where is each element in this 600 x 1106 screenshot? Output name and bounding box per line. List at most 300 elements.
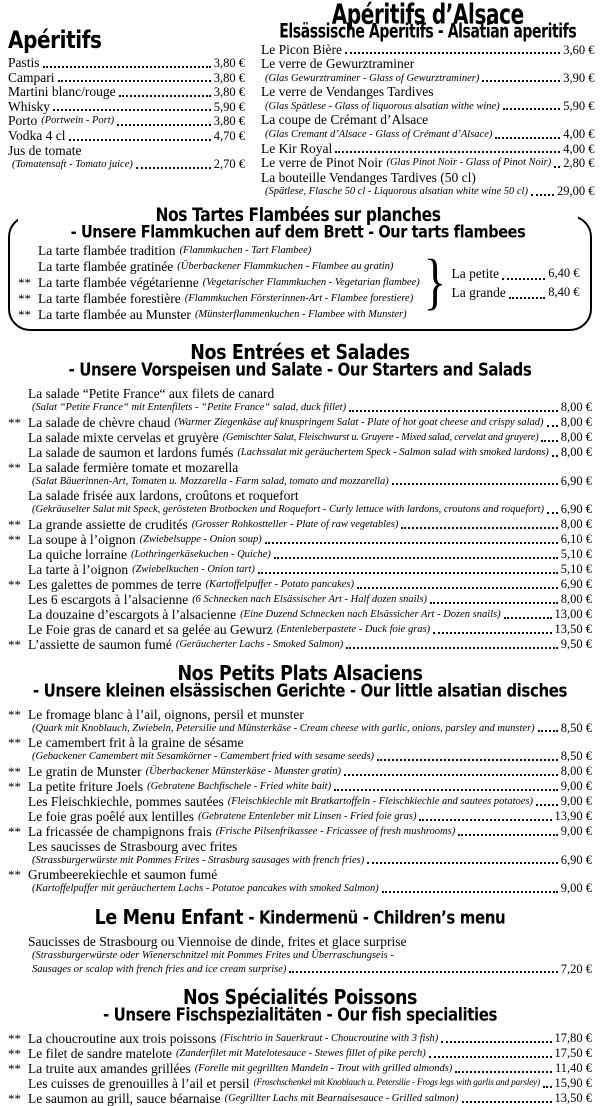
dish-translation: (Lachssalat mit geräuchertem Speck - Salmon salad with smoked lardons) xyxy=(237,446,549,458)
dish-name: La douzaine d’escargots à l’alsacienne xyxy=(28,606,237,622)
menu-item xyxy=(8,488,592,517)
menu-line xyxy=(8,592,592,607)
menu-line xyxy=(8,1031,592,1046)
menu-line xyxy=(261,43,595,58)
menu-item xyxy=(261,57,595,85)
tartes-list xyxy=(18,243,420,323)
price: 13,50 € xyxy=(554,621,592,636)
dotted-leader xyxy=(554,166,560,168)
menu-line xyxy=(8,503,592,517)
dotted-leader xyxy=(419,819,551,821)
menu-line xyxy=(8,386,592,401)
dotted-leader xyxy=(538,730,558,732)
menu-item xyxy=(8,445,592,460)
dish-name: La bouteille Vendanges Tardives (50 cl) xyxy=(261,170,476,185)
price: 4,70 € xyxy=(213,128,245,143)
dish-name: Les galettes de pommes de terre xyxy=(28,576,202,592)
menu-line xyxy=(8,547,592,562)
dish-name: La soupe à l’oignon xyxy=(28,531,136,547)
menu-line xyxy=(8,882,592,896)
dish-translation: (Geräucherter Lachs - Smoked Salmon) xyxy=(175,638,344,650)
menu-item xyxy=(261,142,595,157)
dish-name: Vodka 4 cl xyxy=(8,128,66,143)
menu-item xyxy=(8,1076,592,1091)
dish-translation: Sausages or scalop with french fries and ice cream surprise) xyxy=(32,963,287,975)
aperitifs-list xyxy=(8,56,245,172)
menu-item xyxy=(8,764,592,779)
brace-glyph: } xyxy=(423,247,446,316)
section-title: Nos Entrées et Salades - Unsere Vorspeisen und Salate - Our Starters and Salads xyxy=(68,341,532,381)
dotted-leader xyxy=(344,774,558,776)
price: 5,90 € xyxy=(563,99,595,113)
dotted-leader xyxy=(509,297,545,299)
dish-name: La petite friture Joels xyxy=(28,778,144,794)
dish-name: Pastis xyxy=(8,56,40,70)
tartes-sizes xyxy=(420,243,584,323)
price: 3,60 € xyxy=(563,42,595,57)
dish-translation: (Vegetarischer Flammkuchen - Vegetarian flambee) xyxy=(202,276,420,288)
dish-name: Le verre de Vendanges Tardives xyxy=(261,85,434,100)
dotted-leader xyxy=(334,789,558,791)
dish-translation: (Warmer Ziegenkäse auf knuspringem Salat - Plate of hot goat cheese and crispy salad) xyxy=(174,416,544,428)
dish-translation: (Gegrillter Lachs mit Bearnaisesauce - Grilled salmon) xyxy=(224,1093,459,1105)
dotted-leader xyxy=(547,512,558,514)
special-mark: ** xyxy=(8,576,21,592)
dish-name: Le verre de Gewurztraminer xyxy=(261,57,415,72)
dish-translation: (Fleischkiechle mit Bratkartoffeln - Fleischkiechle and sautees potatoes) xyxy=(227,795,533,807)
dish-name: Saucisses de Strasbourg ou Viennoise de dinde, frites et glace surprise xyxy=(28,934,407,950)
dish-translation: (Flammkuchen - Tart Flambee) xyxy=(179,244,312,256)
menu-line xyxy=(8,722,592,736)
menu-line xyxy=(18,275,420,291)
special-mark: ** xyxy=(8,735,21,751)
dish-translation: (Lothringerkäsekuchen - Quiche) xyxy=(130,548,271,560)
menu-item xyxy=(8,1046,592,1061)
section-menu-enfant xyxy=(0,905,600,976)
menu-item xyxy=(8,707,592,736)
menu-item xyxy=(8,547,592,562)
dotted-leader xyxy=(382,891,558,893)
menu-item xyxy=(8,607,592,622)
dish-name: La tarte flambée gratinée xyxy=(38,258,174,274)
price: 9,00 € xyxy=(560,793,592,808)
dish-name: Le gratin de Munster xyxy=(28,763,142,779)
menu-item xyxy=(8,460,592,489)
dotted-leader xyxy=(547,425,558,427)
menu-item xyxy=(18,291,420,307)
menu-line xyxy=(18,291,420,307)
dotted-leader xyxy=(274,557,558,559)
menu-line xyxy=(8,532,592,547)
dotted-leader xyxy=(258,572,558,574)
price: 13,50 € xyxy=(554,1091,592,1106)
price: 9,00 € xyxy=(560,823,592,838)
price: 29,00 € xyxy=(557,185,595,199)
dish-translation: (Flammkuchen Försterinnen-Art - Flambee forestiere) xyxy=(184,292,414,304)
special-mark: ** xyxy=(8,1091,21,1106)
menu-line xyxy=(8,577,592,592)
menu-item xyxy=(8,430,592,445)
dish-translation: (Überbackener Flammkuchen - Flambee au gratin) xyxy=(177,260,394,272)
menu-item xyxy=(8,577,592,592)
menu-line xyxy=(8,71,245,86)
menu-item xyxy=(8,129,245,144)
menu-line xyxy=(8,488,592,503)
dish-name: La tarte flambée forestière xyxy=(38,290,181,306)
dish-translation: (6 Schnecken nach Elsässischer Art - Half dozen snails) xyxy=(192,593,428,605)
menu-line xyxy=(8,85,245,100)
dish-name: La salade de chèvre chaud xyxy=(28,414,171,430)
section-title: Nos Spécialités Poissons - Unsere Fischspezialitäten - Our fish specialities xyxy=(102,986,498,1026)
dish-name: Le camembert frit à la graine de sésame xyxy=(28,735,244,751)
dish-translation: (Zwiebelkuchen - Onion tart) xyxy=(132,563,255,575)
price: 2,80 € xyxy=(563,156,595,171)
menu-item xyxy=(8,71,245,86)
dotted-leader xyxy=(357,587,558,589)
special-mark: ** xyxy=(8,867,21,883)
dish-translation: (Portwein - Port) xyxy=(41,115,115,127)
dotted-leader xyxy=(58,80,211,82)
dish-translation: (Kartoffelpuffer - Potato pancakes) xyxy=(205,578,354,590)
dotted-leader xyxy=(433,632,551,634)
special-mark: ** xyxy=(8,1061,21,1077)
petits-plats-list xyxy=(8,707,592,896)
menu-line xyxy=(8,764,592,779)
dish-name: Le fromage blanc à l’ail, oignons, persil et munster xyxy=(28,706,304,722)
menu-item xyxy=(8,1031,592,1046)
menu-item xyxy=(8,85,245,100)
price: 13,90 € xyxy=(554,808,592,823)
dotted-leader xyxy=(541,440,557,442)
menu-line xyxy=(8,750,592,764)
menu-line xyxy=(8,809,592,824)
dish-name: Whisky xyxy=(8,99,50,114)
section-petits-plats xyxy=(0,661,600,896)
price: 6,90 € xyxy=(560,503,592,517)
dotted-leader xyxy=(289,971,557,973)
size-label: La grande xyxy=(451,284,506,300)
dish-name: La tarte flambée végétarienne xyxy=(38,274,199,290)
menu-line xyxy=(8,401,592,415)
menu-line xyxy=(8,949,592,963)
menu-line xyxy=(8,1061,592,1076)
dotted-leader xyxy=(502,278,545,280)
section-subtitle: Elsässische Aperitifs - Alsatian aperitifs xyxy=(279,20,577,44)
menu-line xyxy=(8,129,245,144)
menu-line xyxy=(261,113,595,128)
price: 2,70 € xyxy=(213,158,245,172)
entrees-list xyxy=(8,386,592,652)
dish-name: La salade frisée aux lardons, croûtons et roquefort xyxy=(28,488,299,504)
dish-name: Martini blanc/rouge xyxy=(8,85,116,100)
price: 8,00 € xyxy=(560,401,592,415)
menu-line xyxy=(8,415,592,430)
price: 8,00 € xyxy=(560,429,592,444)
price: 13,00 € xyxy=(554,606,592,621)
price: 5,10 € xyxy=(560,561,592,576)
dotted-leader xyxy=(455,1071,552,1073)
menu-line xyxy=(8,445,592,460)
price: 6,10 € xyxy=(560,531,592,546)
menu-item xyxy=(8,532,592,547)
menu-item xyxy=(8,100,245,115)
special-mark: ** xyxy=(8,516,21,532)
menu-line xyxy=(8,144,245,159)
menu-line xyxy=(8,1076,592,1091)
price: 9,00 € xyxy=(560,882,592,896)
dish-translation: (Entenleberpastete - Duck foie gras) xyxy=(276,623,431,635)
dish-name: La fricassée de champignons frais xyxy=(28,823,212,839)
price: 8,50 € xyxy=(560,750,592,764)
menu-line xyxy=(8,794,592,809)
aperitifs-alsace-list xyxy=(261,43,595,199)
menu-item xyxy=(8,592,592,607)
dish-name: Le Kir Royal xyxy=(261,141,333,156)
dotted-leader xyxy=(335,151,560,153)
menu-line xyxy=(261,128,595,142)
price: 6,40 € xyxy=(548,265,580,280)
menu-item xyxy=(8,809,592,824)
menu-item xyxy=(8,517,592,532)
price: 6,90 € xyxy=(560,576,592,591)
dish-translation: (Münsterflammenkuchen - Flambee with Munster) xyxy=(194,308,407,320)
price: 17,50 € xyxy=(554,1046,592,1061)
section-title: Apéritifs d’Alsace xyxy=(331,0,524,31)
dish-name: La salade mixte cervelas et gruyère xyxy=(28,429,219,445)
dotted-leader xyxy=(346,647,558,649)
price: 3,80 € xyxy=(213,70,245,85)
special-mark: ** xyxy=(8,706,21,722)
special-mark: ** xyxy=(18,290,31,306)
dotted-leader xyxy=(117,124,211,126)
menu-item xyxy=(8,867,592,896)
special-mark: ** xyxy=(8,778,21,794)
dotted-leader xyxy=(53,109,211,111)
section-title: Le Menu Enfant - Kindermenü - Children’s menu xyxy=(94,905,506,930)
price: 3,90 € xyxy=(563,71,595,85)
dish-translation: (Glas Gewurztraminer - Glass of Gewurztraminer) xyxy=(265,72,480,84)
dish-name: La coupe de Crémant d’Alsace xyxy=(261,113,429,128)
price: 4,00 € xyxy=(563,128,595,142)
menu-item xyxy=(8,144,245,172)
menu-line xyxy=(8,735,592,750)
menu-item xyxy=(8,114,245,129)
menu-line xyxy=(8,622,592,637)
dish-name: Grumbeerekiechle et saumon fumé xyxy=(28,867,218,883)
menu-item xyxy=(261,43,595,58)
dish-translation: (Zwiebelsuppe - Onion soup) xyxy=(139,533,262,545)
dish-name: Le foie gras poêlé aux lentilles xyxy=(28,808,195,824)
dotted-leader xyxy=(441,1041,551,1043)
menu-line xyxy=(8,562,592,577)
poissons-list xyxy=(8,1031,592,1106)
menu-line xyxy=(8,517,592,532)
special-mark: ** xyxy=(8,1031,21,1047)
dish-translation: (Salat “Petite France“ mit Entenfilets - “Petite France“ salad, duck fillet) xyxy=(32,402,347,414)
menu-line xyxy=(18,243,420,259)
dotted-leader xyxy=(531,194,554,196)
size-label: La petite xyxy=(451,265,500,281)
menu-line xyxy=(261,171,595,186)
menu-item xyxy=(18,243,420,259)
section-title: Nos Petits Plats Alsaciens - Unsere kleinen elsässischen Gerichte - Our little alsatian disches xyxy=(32,661,568,702)
special-mark: ** xyxy=(8,459,21,475)
menu-line xyxy=(8,1091,592,1106)
menu-item xyxy=(8,824,592,839)
dish-name: Campari xyxy=(8,70,55,85)
dotted-leader xyxy=(345,52,560,54)
dotted-leader xyxy=(43,66,211,68)
dish-name: La tarte à l’oignon xyxy=(28,561,129,577)
dotted-leader xyxy=(377,759,558,761)
menu-line xyxy=(8,824,592,839)
dotted-leader xyxy=(119,95,211,97)
menu-item xyxy=(8,934,592,976)
menu-line xyxy=(261,57,595,72)
menu-line xyxy=(8,607,592,622)
dotted-leader xyxy=(429,1056,552,1058)
menu-item xyxy=(261,113,595,141)
menu-item xyxy=(8,779,592,794)
dish-name: La quiche lorraine xyxy=(28,546,127,562)
dish-name: Les saucisses de Strasbourg avec frites xyxy=(28,838,238,854)
price: 8,00 € xyxy=(560,516,592,531)
price: 5,10 € xyxy=(560,546,592,561)
dotted-leader xyxy=(392,483,558,485)
menu-line xyxy=(8,707,592,722)
menu-item xyxy=(8,794,592,809)
price: 3,80 € xyxy=(213,56,245,70)
dish-translation: (Kartoffelpuffer mit geräuchertem Lachs - Potatoe pancakes with smoked Salmon) xyxy=(32,883,379,895)
dish-translation: (Gemischter Salat, Fleischwurst u. Gruyere - Mixed salad, cervelat and gruyere) xyxy=(222,431,539,443)
price: 8,00 € xyxy=(560,444,592,459)
dish-name: Porto xyxy=(8,114,38,129)
dish-translation: (Fischtrio in Sauerkraut - Choucroutine with 3 fish) xyxy=(220,1033,439,1045)
dotted-leader xyxy=(430,602,558,604)
menu-line xyxy=(261,142,595,157)
tartes-content xyxy=(18,243,578,323)
menu-line xyxy=(8,56,245,71)
menu-item xyxy=(8,839,592,868)
dish-name: La truite aux amandes grillées xyxy=(28,1061,191,1077)
menu-line xyxy=(8,430,592,445)
special-mark: ** xyxy=(8,763,21,779)
price: 3,80 € xyxy=(213,114,245,129)
special-mark: ** xyxy=(8,531,21,547)
menu-item xyxy=(261,85,595,113)
special-mark: ** xyxy=(8,414,21,430)
menu-item xyxy=(8,386,592,415)
dish-translation: (Gebratene Bachfischele - Fried white bait) xyxy=(147,780,332,792)
size-option-large xyxy=(451,283,579,302)
price: 11,40 € xyxy=(554,1061,592,1076)
dotted-leader xyxy=(504,617,552,619)
price: 7,20 € xyxy=(560,962,592,976)
price: 6,90 € xyxy=(560,474,592,488)
dish-translation: (Glas Spätlese - Glass of liquorous alsatian withe wine) xyxy=(265,100,500,112)
dish-name: La choucroutine aux trois poissons xyxy=(28,1031,217,1047)
dish-name: La tarte flambée au Munster xyxy=(38,306,191,322)
menu-line xyxy=(18,307,420,323)
dotted-leader xyxy=(349,410,558,412)
dish-name: Jus de tomate xyxy=(8,143,82,158)
dotted-leader xyxy=(401,527,557,529)
dotted-leader xyxy=(495,137,560,139)
menu-line xyxy=(8,779,592,794)
section-poissons xyxy=(0,986,600,1106)
dish-name: Le saumon au grill, sauce béarnaise xyxy=(28,1091,221,1106)
special-mark: ** xyxy=(8,636,21,652)
menu-item xyxy=(18,259,420,275)
menu-line xyxy=(8,963,592,977)
menu-item xyxy=(8,56,245,71)
dish-name: La salade de saumon et lardons fumés xyxy=(28,444,234,460)
dish-name: Le Foie gras de canard et sa gelée au Gewurz xyxy=(28,621,273,637)
section-tartes-flambees xyxy=(8,204,592,331)
menu-item xyxy=(8,637,592,652)
dish-translation: (Gekräuselter Salat mit Speck, gerösteten Brotbocken und Roquefort - Curly lettuce with lardons, croutons and roquefort) xyxy=(32,504,544,516)
special-mark: ** xyxy=(18,274,31,290)
dish-translation: (Zanderfilet mit Matelotesauce - Stewes fillet of pike perch) xyxy=(175,1048,426,1060)
dish-translation: (Glas Cremant d’Alsace - Glass of Crémant d’Alsace) xyxy=(265,129,493,141)
dotted-leader xyxy=(543,1086,552,1088)
menu-item xyxy=(261,171,595,199)
menu-line xyxy=(8,934,592,949)
price: 8,00 € xyxy=(560,591,592,606)
dish-translation: (Frische Pilsenfrikassee - Fricassee of fresh mushrooms) xyxy=(215,825,456,837)
menu-item xyxy=(8,1091,592,1106)
menu-line xyxy=(261,85,595,100)
menu-line xyxy=(8,158,245,172)
dotted-leader xyxy=(536,804,558,806)
menu-item xyxy=(8,562,592,577)
dish-translation: (Überbackener Münsterkäse - Munster gratin) xyxy=(145,765,341,777)
dish-name: Le filet de sandre matelote xyxy=(28,1046,172,1062)
dish-name: Le Picon Bière xyxy=(261,42,342,57)
menu-item xyxy=(8,735,592,764)
dotted-leader xyxy=(552,455,558,457)
dish-translation: (Grosser Rohkostteller - Plate of raw vegetables) xyxy=(191,518,399,530)
price: 9,50 € xyxy=(560,636,592,651)
menu-line xyxy=(8,637,592,652)
menu-line xyxy=(261,72,595,86)
menu-item xyxy=(18,307,420,323)
special-mark: ** xyxy=(8,823,21,839)
price: 8,50 € xyxy=(560,721,592,735)
dish-translation: (Spätlese, Flasche 50 cl - Liquorous alsatian white wine 50 cl) xyxy=(265,186,528,198)
menu-item xyxy=(8,415,592,430)
menu-line xyxy=(8,475,592,489)
section-aperitifs-alsace xyxy=(245,0,595,199)
price: 17,80 € xyxy=(554,1031,592,1046)
dish-name: Le verre de Pinot Noir xyxy=(261,156,383,171)
special-mark: ** xyxy=(18,306,31,322)
menu-item xyxy=(8,1061,592,1076)
dish-translation: (Quark mit Knoblauch, Zwiebeln, Petersilie und Münsterkäse - Cream cheese with garlic, onions, parsley and munster) xyxy=(32,722,535,734)
menu-line xyxy=(18,259,420,275)
dotted-leader xyxy=(136,167,211,169)
dish-translation: (Gebackener Camembert mit Sesamkörner - Camembert fried with sesame seeds) xyxy=(32,751,375,763)
dish-name: Les 6 escargots à l’alsacienne xyxy=(28,591,189,607)
dish-translation: (Forelle mit gegrillten Mandeln - Trout with grilled almonds) xyxy=(194,1063,453,1075)
dish-name: L’assiette de saumon fumé xyxy=(28,636,172,652)
price: 8,00 € xyxy=(560,414,592,429)
dish-name: La salade fermière tomate et mozarella xyxy=(28,459,239,475)
dotted-leader xyxy=(482,80,560,82)
price: 6,90 € xyxy=(560,853,592,867)
dotted-leader xyxy=(503,108,561,110)
menu-line xyxy=(261,185,595,199)
